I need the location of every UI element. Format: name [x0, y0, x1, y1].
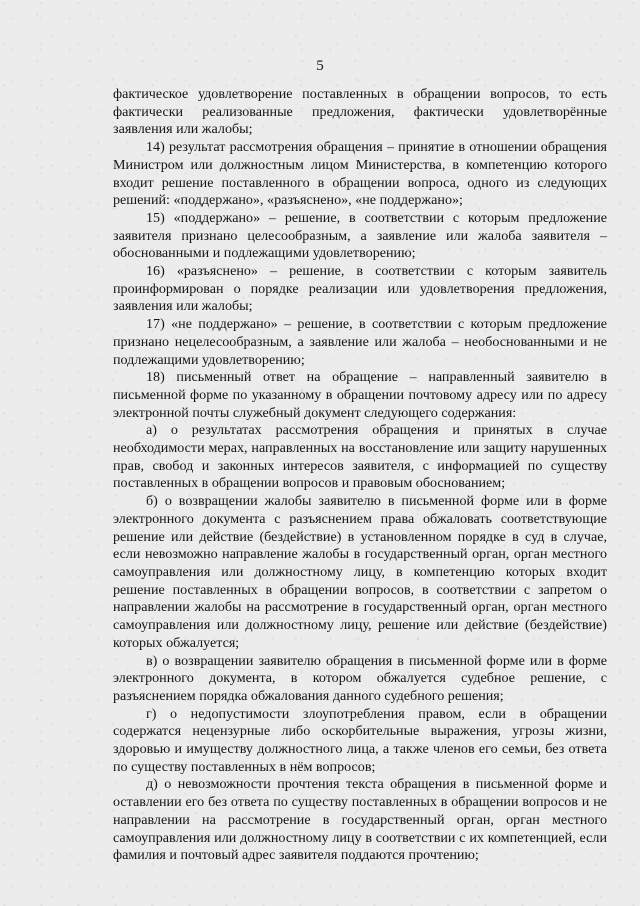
- paragraph-subitem-a: а) о результатах рассмотрения обращения и принятых в случае необходимости мерах, направленных на восстановление или защиту нарушенных прав, свобод и законных интересов заявителя, с информацией по существу поставленных в обращении вопросов и правовым обоснованием;: [113, 422, 607, 492]
- paragraph-subitem-v: в) о возвращении заявителю обращения в письменной форме или в форме электронного документа, в котором обжалуется судебное решение, с разъяснением порядка обжалования данного судебного решения;: [113, 652, 607, 704]
- paragraph-item-17: 17) «не поддержано» – решение, в соответствии с которым предложение признано нецелесообразным, а заявление или жалоба – необоснованными и не подлежащими удовлетворению;: [113, 316, 607, 368]
- document-body: [113, 86, 607, 865]
- paragraph-item-18: 18) письменный ответ на обращение – направленный заявителю в письменной форме по указанному в обращении почтовому адресу или по адресу электронной почты служебный документ следующего содержания:: [113, 369, 607, 421]
- paragraph-item-16: 16) «разъяснено» – решение, в соответствии с которым заявитель проинформирован о порядке реализации или удовлетворения предложения, заявления или жалобы;: [113, 263, 607, 315]
- paragraph-item-15: 15) «поддержано» – решение, в соответствии с которым предложение заявителя признано целесообразным, а заявление или жалоба заявителя – обоснованными и подлежащими удовлетворению;: [113, 209, 607, 262]
- page-number: 5: [316, 58, 324, 74]
- paragraph-continuation: фактическое удовлетворение поставленных в обращении вопросов, то есть фактически реализованные предложения, фактически удовлетворённые заявления или жалобы;: [113, 86, 607, 138]
- paragraph-item-14: 14) результат рассмотрения обращения – принятие в отношении обращения Министром или должностным лицом Министерства, в компетенцию которого входит решение поставленного в обращении вопроса, одного из следующих решений: «поддержано», «разъяснено», «не поддержано»;: [113, 139, 607, 209]
- paragraph-subitem-g: г) о недопустимости злоупотребления правом, если в обращении содержатся нецензурные либо оскорбительные выражения, угрозы жизни, здоровью и имуществу должностного лица, а также членов его семьи, без ответа по существу поставленных в нём вопросов;: [113, 705, 607, 775]
- paragraph-subitem-d: д) о невозможности прочтения текста обращения в письменной форме и оставлении его без ответа по существу поставленных в обращении вопросов и не направлении на рассмотрение в государственный орган, орган местного самоуправления или должностному лицу в соответствии с их компетенцией, если фамилия и почтовый адрес заявителя поддаются прочтению;: [113, 776, 607, 864]
- paragraph-subitem-b: б) о возвращении жалобы заявителю в письменной форме или в форме электронного документа с разъяснением права обжаловать соответствующие решение или действие (бездействие) в установленном порядке в суд в случае, если невозможно направление жалобы в государственный орган, орган местного самоуправления или должностному лицу, в компетенцию которых входит решение поставленных в обращении вопросов, в соответствии с запретом о направлении жалобы на рассмотрение в государственный орган, орган местного самоуправления или должностному лицу, решение или действие (бездействие) которых обжалуется;: [113, 493, 607, 651]
